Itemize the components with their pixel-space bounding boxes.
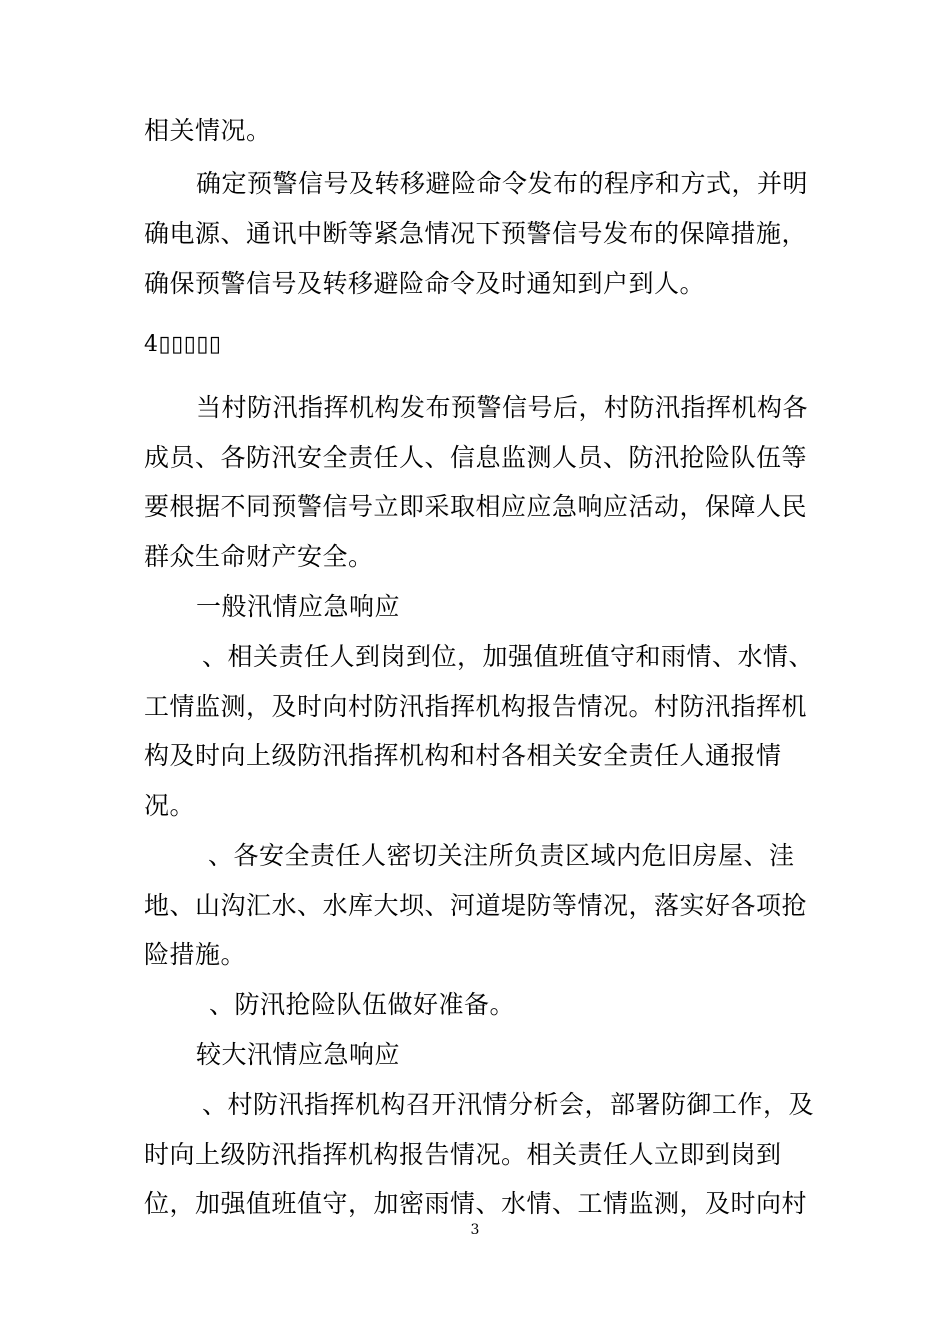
text-line-17: 险措施。: [144, 940, 247, 969]
text-line-20: 、村防汛指挥机构召开汛情分析会，部署防御工作，及: [202, 1090, 815, 1119]
text-line-15: 、各安全责任人密切关注所负责区域内危旧房屋、洼: [208, 841, 795, 870]
text-line-22: 位，加强值班值守，加密雨情、水情、工情监测，及时向村: [144, 1189, 808, 1218]
text-line-11: 、相关责任人到岗到位，加强值班值守和雨情、水情、: [202, 642, 815, 671]
text-line-8: 要根据不同预警信号立即采取相应应急响应活动，保障人民: [144, 492, 808, 521]
text-line-4: 确保预警信号及转移避险命令及时通知到户到人。: [144, 269, 706, 298]
page-number: 3: [470, 1222, 480, 1238]
subheading-major: 较大汛情应急响应: [196, 1040, 401, 1069]
text-line-18: 、防汛抢险队伍做好准备。: [209, 990, 516, 1019]
subheading-general: 一般汛情应急响应: [196, 592, 401, 621]
section-heading: 4▯▯▯▯▯: [144, 332, 222, 357]
text-line-1: 相关情况。: [144, 116, 272, 145]
text-line-12: 工情监测，及时向村防汛指挥机构报告情况。村防汛指挥机: [144, 692, 808, 721]
text-line-3: 确电源、通讯中断等紧急情况下预警信号发布的保障措施，: [144, 219, 808, 248]
text-line-6: 当村防汛指挥机构发布预警信号后，村防汛指挥机构各: [196, 393, 809, 422]
text-line-9: 群众生命财产安全。: [144, 542, 374, 571]
text-line-14: 况。: [144, 791, 196, 820]
text-line-16: 地、山沟汇水、水库大坝、河道堤防等情况，落实好各项抢: [144, 891, 808, 920]
text-line-21: 时向上级防汛指挥机构报告情况。相关责任人立即到岗到: [144, 1140, 782, 1169]
text-line-13: 构及时向上级防汛指挥机构和村各相关安全责任人通报情: [144, 741, 782, 770]
text-line-2: 确定预警信号及转移避险命令发布的程序和方式，并明: [196, 169, 809, 198]
text-line-7: 成员、各防汛安全责任人、信息监测人员、防汛抢险队伍等: [144, 443, 808, 472]
